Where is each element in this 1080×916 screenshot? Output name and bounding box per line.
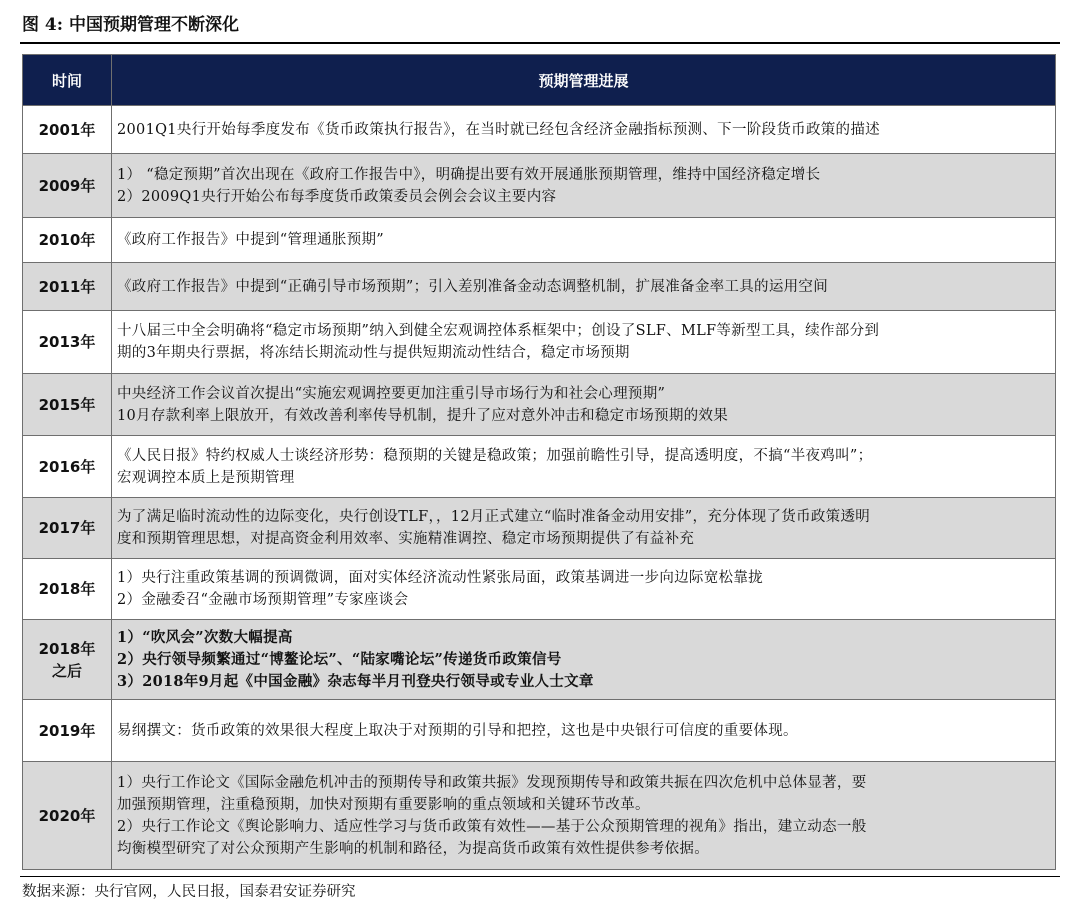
row-year-cell [23, 436, 112, 498]
content-line: 《人民日报》特约权威人士谈经济形势：稳预期的关键是稳政策；加强前瞻性引导，提高透明度，不搞“半夜鸡叫”； [117, 447, 873, 464]
year-label: 2010年 [38, 231, 96, 249]
year-label: 2018年 [38, 639, 96, 658]
content-line: 10月存款利率上限放开，有效改善利率传导机制，提升了应对意外冲击和稳定市场预期的效果 [117, 407, 729, 424]
content-line: 2）央行领导频繁通过“博鳌论坛”、“陆家嘴论坛”传递货币政策信号 [117, 650, 562, 668]
row-content-cell [112, 106, 1056, 154]
row-year-cell [23, 559, 112, 620]
content-line: 十八届三中全会明确将“稳定市场预期”纳入到健全宏观调控体系框架中；创设了SLF、MLF等新型工具，续作部分到 [117, 323, 880, 339]
content-line: 均衡模型研究了对公众预期产生影响的机制和路径，为提高货币政策有效性提供参考依据。 [117, 840, 709, 857]
year-label: 之后 [51, 661, 82, 680]
content-line: 2001Q1央行开始每季度发布《货币政策执行报告》，在当时就已经包含经济金融指标预测、下一阶段货币政策的描述 [117, 121, 880, 138]
row-content-cell [112, 218, 1056, 263]
year-label: 2013年 [38, 333, 96, 351]
row-year-cell [23, 106, 112, 154]
row-content-cell [112, 436, 1056, 498]
header-progress: 预期管理进展 [112, 55, 1056, 106]
table-row [23, 498, 1056, 559]
expectation-management-table [22, 54, 1056, 870]
row-year-cell [23, 374, 112, 436]
data-source-note: 数据来源：央行官网，人民日报，国泰君安证券研究 [22, 884, 356, 900]
year-label: 2018年 [38, 580, 96, 598]
row-year-cell [23, 762, 112, 870]
year-label: 2011年 [38, 277, 96, 296]
table-row [23, 374, 1056, 436]
content-line: 易纲撰文：货币政策的效果很大程度上取决于对预期的引导和把控，这也是中央银行可信度的重要体现。 [117, 722, 798, 739]
content-line: 中央经济工作会议首次提出“实施宏观调控要更加注重引导市场行为和社会心理预期” [117, 385, 666, 402]
table-row [23, 436, 1056, 498]
content-line: 1） “稳定预期”首次出现在《政府工作报告中》，明确提出要有效开展通胀预期管理，维持中国经济稳定增长 [117, 166, 821, 183]
row-content-cell [112, 762, 1056, 870]
table-row [23, 263, 1056, 311]
row-content-cell [112, 700, 1056, 762]
year-label: 2015年 [38, 395, 96, 414]
table-row [23, 106, 1056, 154]
table-header-row [23, 55, 1056, 106]
row-year-cell [23, 498, 112, 559]
content-line: 1）央行注重政策基调的预调微调，面对实体经济流动性紧张局面，政策基调进一步向边际宽松靠拢 [117, 570, 763, 586]
content-line: 《政府工作报告》中提到“正确引导市场预期”；引入差别准备金动态调整机制，扩展准备金率工具的运用空间 [117, 278, 829, 295]
row-year-cell [23, 620, 112, 700]
content-line: 2）2009Q1央行开始公布每季度货币政策委员会例会会议主要内容 [117, 188, 557, 205]
content-line: 《政府工作报告》中提到“管理通胀预期” [117, 232, 385, 248]
row-content-cell [112, 311, 1056, 374]
row-year-cell [23, 263, 112, 311]
row-year-cell [23, 154, 112, 218]
content-line: 3）2018年9月起《中国金融》杂志每半月刊登央行领导或专业人士文章 [117, 672, 594, 690]
year-label: 2020年 [38, 806, 96, 825]
table-row [23, 620, 1056, 700]
row-year-cell [23, 700, 112, 762]
figure-title: 图 4: 中国预期管理不断深化 [22, 15, 239, 35]
row-content-cell [112, 620, 1056, 700]
content-line: 2）金融委召“金融市场预期管理”专家座谈会 [117, 592, 409, 608]
source-divider [20, 876, 1060, 877]
row-content-cell [112, 559, 1056, 620]
year-label: 2016年 [38, 457, 96, 476]
content-line: 宏观调控本质上是预期管理 [117, 469, 295, 486]
title-divider [20, 42, 1060, 44]
content-line: 1）央行工作论文《国际金融危机冲击的预期传导和政策共振》发现预期传导和政策共振在四次危机中总体显著，要 [117, 774, 867, 791]
year-label: 2019年 [38, 721, 96, 740]
table-row [23, 218, 1056, 263]
row-year-cell [23, 218, 112, 263]
content-line: 2）央行工作论文《舆论影响力、适应性学习与货币政策有效性——基于公众预期管理的视角》指出，建立动态一般 [117, 818, 867, 835]
content-line: 加强预期管理，注重稳预期，加快对预期有重要影响的重点领域和关键环节改革。 [117, 796, 650, 813]
row-content-cell [112, 263, 1056, 311]
content-line: 为了满足临时流动性的边际变化，央行创设TLF，，12月正式建立“临时准备金动用安排”，充分体现了货币政策透明 [117, 509, 871, 525]
row-content-cell [112, 374, 1056, 436]
table-row [23, 762, 1056, 870]
table-row [23, 154, 1056, 218]
year-label: 2009年 [38, 176, 96, 195]
year-label: 2001年 [38, 120, 96, 139]
content-line: 1）“吹风会”次数大幅提高 [117, 628, 293, 646]
table-row [23, 700, 1056, 762]
row-content-cell [112, 498, 1056, 559]
content-line: 期的3年期央行票据，将冻结长期流动性与提供短期流动性结合，稳定市场预期 [117, 345, 630, 361]
table-row [23, 311, 1056, 374]
row-content-cell [112, 154, 1056, 218]
table-row [23, 559, 1056, 620]
year-label: 2017年 [38, 519, 96, 537]
table-container [22, 54, 1056, 870]
row-year-cell [23, 311, 112, 374]
header-year: 时间 [23, 55, 112, 106]
content-line: 度和预期管理思想，对提高资金利用效率、实施精准调控、稳定市场预期提供了有益补充 [117, 531, 695, 547]
